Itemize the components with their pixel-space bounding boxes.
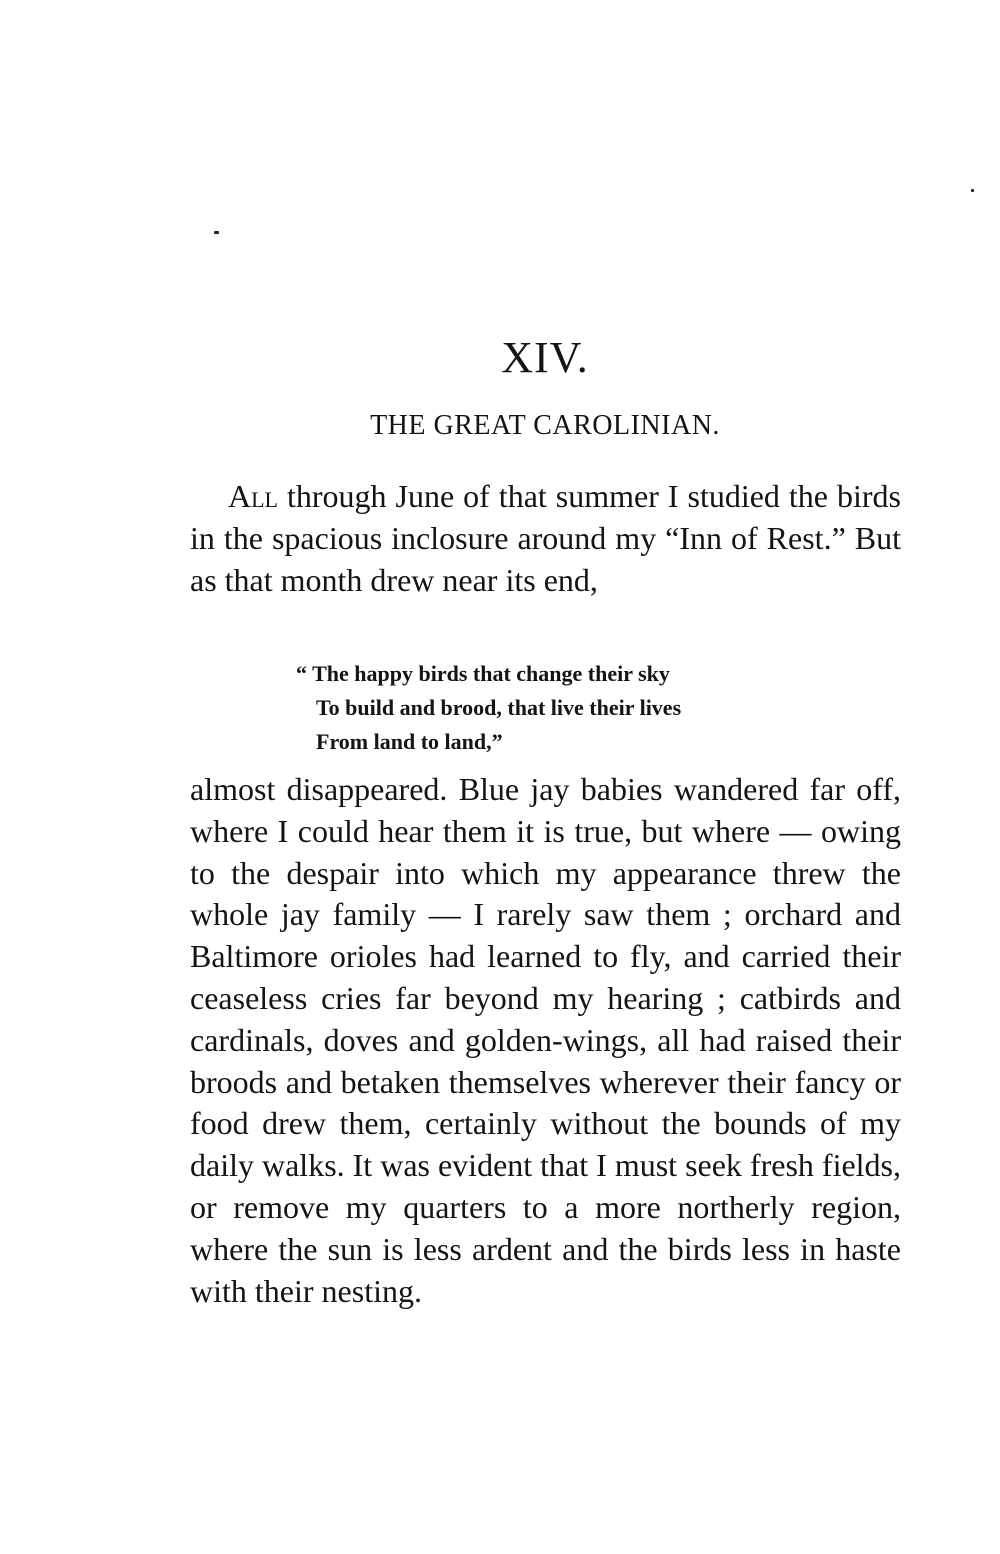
verse-line-3: From land to land,” bbox=[316, 729, 503, 754]
print-speck bbox=[971, 189, 974, 192]
opening-paragraph-text: through June of that summer I studied the birds in the spacious inclosure around my “Inn of Rest.” But as that month drew near its end, bbox=[190, 478, 901, 598]
chapter-title: THE GREAT CAROLINIAN. bbox=[370, 410, 720, 441]
verse-line-2: To build and brood, that live their lives bbox=[316, 695, 682, 720]
chapter-number: XIV. bbox=[501, 333, 589, 382]
verse-quotation bbox=[296, 657, 856, 759]
print-speck bbox=[214, 231, 219, 234]
verse-line-1: “ The happy birds that change their sky bbox=[296, 661, 670, 686]
opening-word: All bbox=[228, 478, 278, 514]
opening-paragraph bbox=[190, 476, 901, 601]
main-paragraph: almost disappeared. Blue jay babies wandered far off, where I could hear them it is true, but where — owing to the despair into which my appearance threw the whole jay family — I rarely saw them ; orchard and Baltimore orioles had learned to fly, and carried their ceaseless cries far beyond my hearing ; catbirds and cardinals, doves and golden-wings, all had raised their broods and betaken themselves wherever their fancy or food drew them, certainly without the bounds of my daily walks. It was evident that I must seek fresh fields, or remove my quarters to a more northerly region, where the sun is less ardent and the birds less in haste with their nesting. bbox=[190, 771, 901, 1309]
